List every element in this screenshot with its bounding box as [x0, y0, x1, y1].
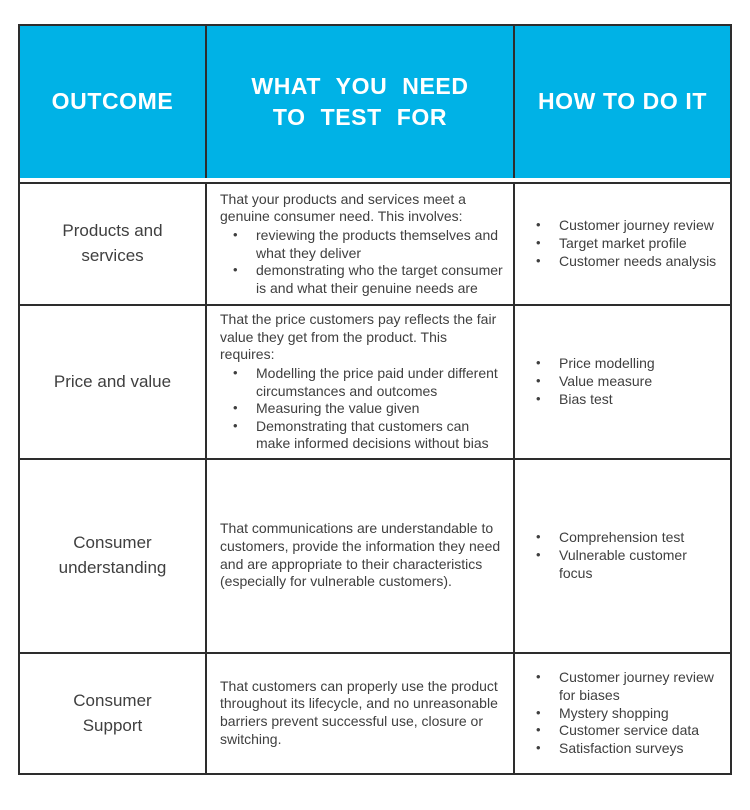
test-intro-text: That communications are understandable to customers, provide the information they need and are appropriate to their characteristics (especially for vulnerable customers). — [220, 520, 501, 590]
bullet-item: • Vulnerable customer focus — [525, 547, 724, 583]
header-cell-how: HOW TO DO IT — [515, 26, 730, 178]
bullet-item: • Price modelling — [525, 355, 724, 373]
bullet-item: • Comprehension test — [525, 529, 724, 547]
table-header-row — [20, 26, 730, 178]
test-intro-text: That the price customers pay reflects the fair value they get from the product. This requires: — [220, 311, 497, 363]
outcome-cell: Price and value — [20, 306, 205, 458]
bullet-item: • Satisfaction surveys — [525, 740, 724, 758]
consumer-duty-outcomes-table — [18, 24, 732, 775]
test-intro-text: That customers can properly use the product throughout its lifecycle, and no unreasonable barriers prevent successful use, closure or switching. — [220, 677, 498, 747]
how-bullet-list — [525, 355, 724, 409]
bullet-item: • Bias test — [525, 391, 724, 409]
test-bullet-list — [220, 227, 503, 298]
test-bullet-list — [220, 365, 503, 453]
how-bullet-list — [525, 669, 724, 759]
test-description-cell — [207, 306, 513, 458]
test-description-cell — [207, 460, 513, 652]
bullet-item: • demonstrating who the target consumer is and what their genuine needs are — [220, 262, 503, 297]
bullet-item: • Modelling the price paid under different circumstances and outcomes — [220, 365, 503, 400]
outcome-cell: Products and services — [20, 184, 205, 304]
table-body — [20, 182, 730, 773]
header-cell-outcome: OUTCOME — [20, 26, 205, 178]
bullet-item: • Customer service data — [525, 722, 724, 740]
bullet-item: • Customer needs analysis — [525, 253, 724, 271]
bullet-item: • Mystery shopping — [525, 705, 724, 723]
bullet-item: • Customer journey review for biases — [525, 669, 724, 705]
how-to-cell — [515, 460, 730, 652]
header-cell-test-for: WHAT YOU NEED TO TEST FOR — [207, 26, 513, 178]
how-to-cell — [515, 184, 730, 304]
how-bullet-list — [525, 217, 724, 271]
bullet-item: • Value measure — [525, 373, 724, 391]
bullet-item: • Demonstrating that customers can make informed decisions without bias — [220, 418, 503, 453]
outcome-cell: Consumer understanding — [20, 460, 205, 652]
bullet-item: • reviewing the products themselves and what they deliver — [220, 227, 503, 262]
test-description-cell — [207, 184, 513, 304]
how-to-cell — [515, 654, 730, 773]
test-intro-text: That your products and services meet a genuine consumer need. This involves: — [220, 190, 466, 225]
bullet-item: • Measuring the value given — [220, 400, 503, 418]
how-to-cell — [515, 306, 730, 458]
outcome-cell: Consumer Support — [20, 654, 205, 773]
how-bullet-list — [525, 529, 724, 583]
test-description-cell — [207, 654, 513, 773]
bullet-item: • Target market profile — [525, 235, 724, 253]
bullet-item: • Customer journey review — [525, 217, 724, 235]
